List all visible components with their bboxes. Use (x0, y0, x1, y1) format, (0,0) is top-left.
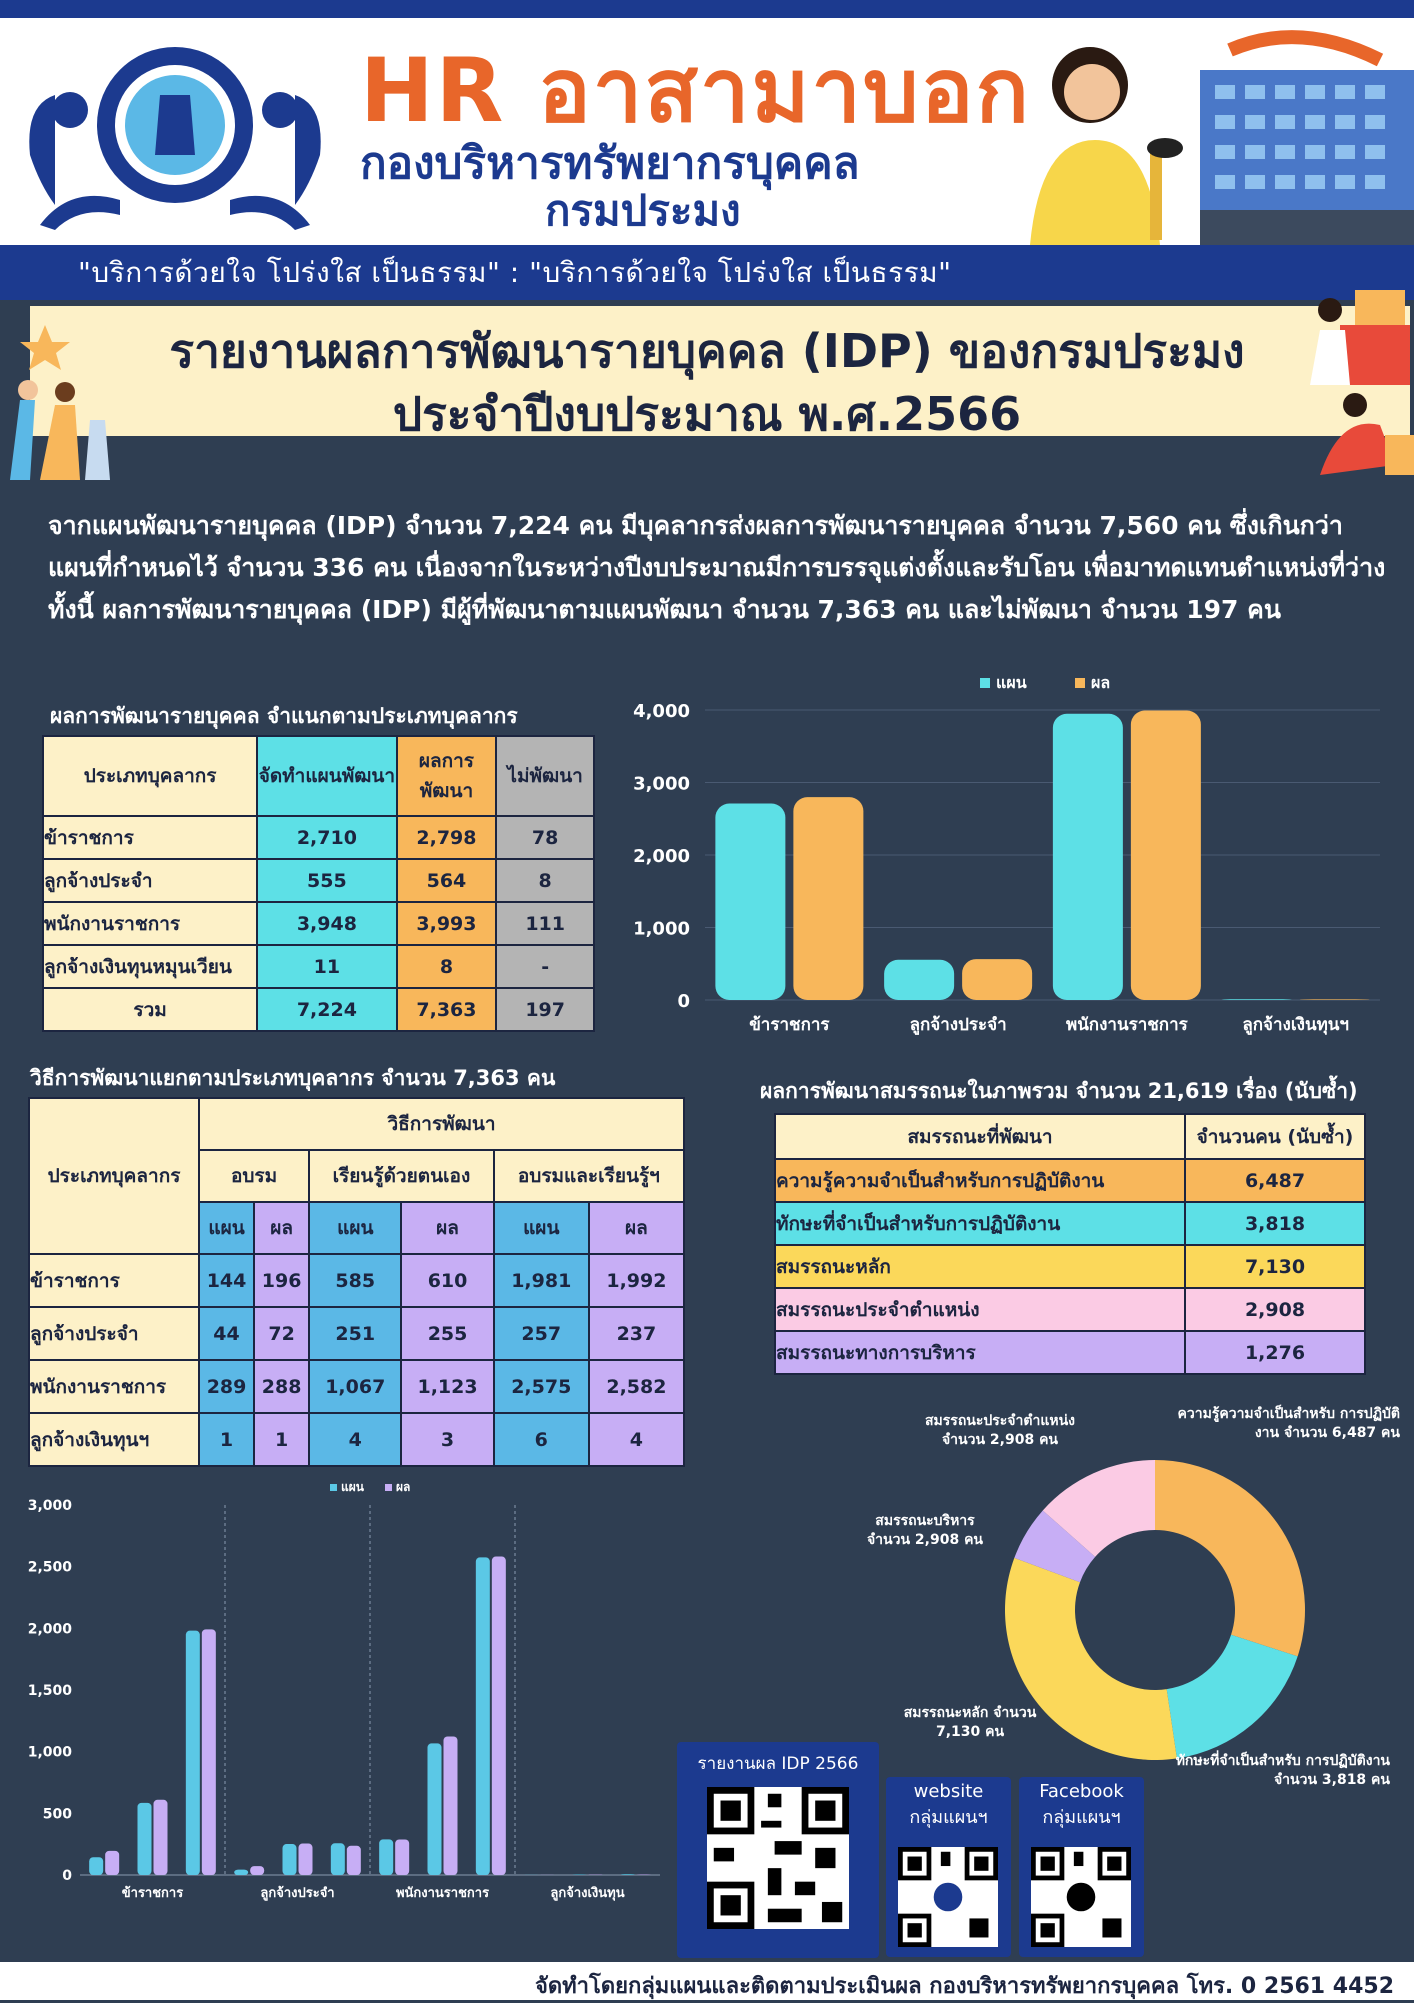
table-row (29, 1307, 684, 1360)
qr-code-icon (898, 1847, 998, 1947)
table-row (29, 1360, 684, 1413)
footer-text: จัดทำโดยกลุ่มแผนและติดตามประเมินผล กองบริหารทรัพยากรบุคคล โทร. 0 2561 4452 (535, 1968, 1394, 2003)
legend-label: แผน (341, 1480, 365, 1494)
table1-cell: 3,948 (257, 902, 396, 945)
intro-paragraph: จากแผนพัฒนารายบุคคล (IDP) จำนวน 7,224 คน มีบุคลากรส่งผลการพัฒนารายบุคคล จำนวน 7,560 คน ซึ่งเกินกว่าแผนที่กำหนดไว้ จำนวน 336 คน เนื่องจากในระหว่างปีงบประมาณมีการบรรจุแต่งตั้งและรับโอน เพื่อมาทดแทนตำแหน่งที่ว่าง ทั้งนี้ ผลการพัฒนารายบุคคล (IDP) มีผู้ที่พัฒนาตามแผนพัฒนา จำนวน 7,363 คน และไม่พัฒนา จำนวน 197 คน (48, 505, 1388, 631)
personnel-result-table (42, 735, 595, 1032)
slogan-bar: "บริการด้วยใจ โปร่งใส เป็นธรรม" : "บริการด้วยใจ โปร่งใส เป็นธรรม" (0, 245, 1414, 300)
table1-cell: 111 (496, 902, 594, 945)
bar-result (1300, 999, 1370, 1000)
y-tick-label: 1,000 (633, 919, 690, 940)
legend-swatch (1075, 678, 1085, 688)
table2-cell: 6 (494, 1413, 589, 1466)
table2-cell: 4 (309, 1413, 401, 1466)
table-row (43, 859, 594, 902)
table3-cell: 3,818 (1185, 1202, 1365, 1245)
table1-cell: - (496, 945, 594, 988)
table2-method: อบรมและเรียนรู้ฯ (494, 1150, 684, 1202)
bar-plan (89, 1857, 103, 1875)
table2-cell: 257 (494, 1307, 589, 1360)
table-row (29, 1413, 684, 1466)
table3-cell: 2,908 (1185, 1288, 1365, 1331)
header-illustration (1000, 30, 1414, 245)
table1-cell: ลูกจ้างเงินทุนหมุนเวียน (43, 945, 257, 988)
table3-cell: สมรรถนะทางการบริหาร (775, 1331, 1185, 1374)
table1-cell: 564 (397, 859, 497, 902)
table3-cell: ความรู้ความจำเป็นสำหรับการปฏิบัติงาน (775, 1159, 1185, 1202)
bar-result (492, 1557, 506, 1875)
table-row (775, 1245, 1365, 1288)
x-tick-label: พนักงานราชการ (396, 1886, 489, 1901)
bar-plan (884, 960, 954, 1000)
table2-sub-result: ผล (254, 1202, 309, 1254)
bar-result (105, 1851, 119, 1875)
qr-website-sublabel: กลุ่มแผนฯ (886, 1802, 1011, 1831)
competency-table (774, 1113, 1366, 1375)
qr-code-icon (707, 1787, 849, 1929)
table1-cell: 11 (257, 945, 396, 988)
table2-method: อบรม (199, 1150, 309, 1202)
bar-result (1131, 711, 1201, 1000)
bar-result (395, 1839, 409, 1875)
header-subtitle-department: กรมประมง (545, 178, 741, 244)
bar-plan (234, 1870, 248, 1875)
table-row (29, 1254, 684, 1307)
table1-cell: รวม (43, 988, 257, 1031)
y-tick-label: 3,000 (633, 774, 690, 795)
table-row (43, 816, 594, 859)
table2-cell: 1 (254, 1413, 309, 1466)
table1-cell: พนักงานราชการ (43, 902, 257, 945)
table1-cell: ข้าราชการ (43, 816, 257, 859)
bar-plan (138, 1803, 152, 1875)
x-tick-label: ลูกจ้างเงินทุนฯ (1242, 1015, 1349, 1036)
x-tick-label: ลูกจ้างประจำ (260, 1885, 334, 1901)
table1-cell: 78 (496, 816, 594, 859)
bar-plan (1222, 999, 1292, 1000)
legend-swatch (385, 1484, 392, 1491)
y-tick-label: 500 (43, 1806, 72, 1822)
y-tick-label: 4,000 (633, 701, 690, 722)
department-logo (10, 35, 340, 245)
bar-result (299, 1844, 313, 1875)
header-title: HR อาสามาบอก (360, 20, 1031, 160)
bar-plan (1053, 714, 1123, 1000)
y-tick-label: 2,000 (28, 1621, 73, 1637)
table2-cell: 585 (309, 1254, 401, 1307)
x-tick-label: ลูกจ้างเงินทุน (550, 1885, 624, 1901)
y-tick-label: 0 (62, 1868, 72, 1884)
table1-header-result: ผลการพัฒนา (397, 736, 497, 816)
bar-plan (428, 1743, 442, 1875)
x-tick-label: พนักงานราชการ (1066, 1015, 1189, 1035)
bar-plan (621, 1874, 635, 1875)
report-title-line1: รายงานผลการพัฒนารายบุคคล (IDP) ของกรมประมง (0, 315, 1414, 388)
bar-result (793, 797, 863, 1000)
table2-header-type: ประเภทบุคลากร (29, 1098, 199, 1254)
table2-cell: 196 (254, 1254, 309, 1307)
table2-cell: 1,123 (401, 1360, 493, 1413)
legend-label: แผน (996, 673, 1027, 692)
table3-cell: 7,130 (1185, 1245, 1365, 1288)
table1-header-not-developed: ไม่พัฒนา (496, 736, 594, 816)
table2-cell: 72 (254, 1307, 309, 1360)
table1-cell: 8 (496, 859, 594, 902)
table3-cell: สมรรถนะประจำตำแหน่ง (775, 1288, 1185, 1331)
donut-label-functional: สมรรถนะประจำตำแหน่ง จำนวน 2,908 คน (910, 1412, 1090, 1450)
qr-code-report[interactable] (707, 1787, 849, 1929)
bar-result (202, 1629, 216, 1875)
header-subtitle-division: กองบริหารทรัพยากรบุคคล (360, 128, 860, 198)
bar-result (962, 959, 1032, 1000)
table2-sub-plan: แผน (199, 1202, 254, 1254)
bar-plan (476, 1557, 490, 1875)
bar-plan (379, 1839, 393, 1875)
personnel-bar-chart (620, 665, 1390, 1045)
table2-cell: พนักงานราชการ (29, 1360, 199, 1413)
qr-code-facebook[interactable] (1031, 1847, 1131, 1947)
bar-plan (186, 1631, 200, 1875)
table1-cell: 555 (257, 859, 396, 902)
table1-cell: 197 (496, 988, 594, 1031)
table2-sub-result: ผล (589, 1202, 684, 1254)
qr-facebook-panel (1019, 1777, 1144, 1957)
bar-result (154, 1800, 168, 1875)
bar-result (347, 1846, 361, 1875)
table2-cell: 251 (309, 1307, 401, 1360)
table2-cell: 4 (589, 1413, 684, 1466)
table1-header-type: ประเภทบุคลากร (43, 736, 257, 816)
table2-cell: 1,981 (494, 1254, 589, 1307)
table3-header-competency: สมรรถนะที่พัฒนา (775, 1114, 1185, 1159)
table3-cell: ทักษะที่จำเป็นสำหรับการปฏิบัติงาน (775, 1202, 1185, 1245)
table-row-total (43, 988, 594, 1031)
table2-cell: 255 (401, 1307, 493, 1360)
x-tick-label: ข้าราชการ (122, 1885, 183, 1901)
table1-cell: 8 (397, 945, 497, 988)
competency-donut-chart (995, 1450, 1315, 1770)
table3-cell: 1,276 (1185, 1331, 1365, 1374)
qr-report-label: รายงานผล IDP 2566 (677, 1750, 879, 1777)
table-row (43, 902, 594, 945)
table2-cell: 288 (254, 1360, 309, 1413)
bar-plan (331, 1843, 345, 1875)
legend-swatch (980, 678, 990, 688)
y-tick-label: 0 (677, 991, 690, 1012)
table2-cell: 1,992 (589, 1254, 684, 1307)
y-tick-label: 1,500 (28, 1683, 73, 1699)
table2-header-methods: วิธีการพัฒนา (199, 1098, 684, 1150)
table1-title: ผลการพัฒนารายบุคคล จำแนกตามประเภทบุคลากร (50, 700, 518, 733)
table1-cell: 2,710 (257, 816, 396, 859)
table-row (43, 945, 594, 988)
table2-cell: 44 (199, 1307, 254, 1360)
table2-cell: 2,582 (589, 1360, 684, 1413)
legend-swatch (330, 1484, 337, 1491)
donut-label-core: สมรรถนะหลัก จำนวน 7,130 คน (900, 1704, 1040, 1742)
table1-cell: 2,798 (397, 816, 497, 859)
donut-slice (1155, 1460, 1305, 1656)
qr-report-panel (677, 1742, 879, 1958)
table2-cell: 289 (199, 1360, 254, 1413)
y-tick-label: 2,000 (633, 846, 690, 867)
table2-cell: 3 (401, 1413, 493, 1466)
table3-title: ผลการพัฒนาสมรรถนะในภาพรวม จำนวน 21,619 เรื่อง (นับซ้ำ) (760, 1075, 1358, 1108)
table2-sub-plan: แผน (494, 1202, 589, 1254)
header-banner (0, 0, 1414, 300)
y-tick-label: 2,500 (28, 1560, 73, 1576)
table1-cell: 7,224 (257, 988, 396, 1031)
table1-header-plan: จัดทำแผนพัฒนา (257, 736, 396, 816)
table2-cell: 237 (589, 1307, 684, 1360)
table1-cell: ลูกจ้างประจำ (43, 859, 257, 902)
table2-cell: 1 (199, 1413, 254, 1466)
qr-facebook-label: Facebook (1019, 1781, 1144, 1802)
header-top-bar (0, 0, 1414, 18)
x-tick-label: ข้าราชการ (749, 1015, 830, 1035)
table1-cell: 3,993 (397, 902, 497, 945)
table3-cell: สมรรถนะหลัก (775, 1245, 1185, 1288)
qr-facebook-sublabel: กลุ่มแผนฯ (1019, 1802, 1144, 1831)
legend-label: ผล (1091, 673, 1110, 692)
table2-sub-plan: แผน (309, 1202, 401, 1254)
report-title-line2: ประจำปีงบประมาณ พ.ศ.2566 (0, 378, 1414, 451)
table2-title: วิธีการพัฒนาแยกตามประเภทบุคลากร จำนวน 7,363 คน (30, 1062, 555, 1095)
donut-slice (1167, 1635, 1298, 1759)
table2-cell: ลูกจ้างประจำ (29, 1307, 199, 1360)
y-tick-label: 1,000 (28, 1745, 73, 1761)
bar-plan (283, 1844, 297, 1875)
table3-cell: 6,487 (1185, 1159, 1365, 1202)
qr-code-icon (1031, 1847, 1131, 1947)
qr-website-label: website (886, 1781, 1011, 1802)
development-method-table (28, 1097, 685, 1467)
x-tick-label: ลูกจ้างประจำ (910, 1015, 1007, 1036)
legend-label: ผล (396, 1480, 410, 1494)
qr-website-panel (886, 1777, 1011, 1957)
table2-cell: 144 (199, 1254, 254, 1307)
table2-cell: 610 (401, 1254, 493, 1307)
table3-header-count: จำนวนคน (นับซ้ำ) (1185, 1114, 1365, 1159)
table2-cell: ข้าราชการ (29, 1254, 199, 1307)
table2-sub-result: ผล (401, 1202, 493, 1254)
table2-cell: ลูกจ้างเงินทุนฯ (29, 1413, 199, 1466)
bar-result (250, 1866, 264, 1875)
table2-method: เรียนรู้ด้วยตนเอง (309, 1150, 494, 1202)
bar-result (444, 1736, 458, 1875)
donut-label-managerial: สมรรถนะบริหาร จำนวน 2,908 คน (855, 1512, 995, 1550)
qr-code-website[interactable] (898, 1847, 998, 1947)
y-tick-label: 3,000 (28, 1498, 73, 1514)
table-row (775, 1288, 1365, 1331)
donut-label-skill: ทักษะที่จำเป็นสำหรับ การปฏิบัติงาน จำนวน 3,818 คน (1150, 1752, 1390, 1790)
table2-cell: 2,575 (494, 1360, 589, 1413)
method-bar-chart (20, 1470, 675, 1910)
table-row (775, 1159, 1365, 1202)
table1-cell: 7,363 (397, 988, 497, 1031)
footer-bar (0, 1962, 1414, 2000)
donut-label-knowledge: ความรู้ความจำเป็นสำหรับ การปฏิบัติงาน จำนวน 6,487 คน (1170, 1405, 1400, 1443)
table-row (775, 1202, 1365, 1245)
table-row (775, 1331, 1365, 1374)
table2-cell: 1,067 (309, 1360, 401, 1413)
bar-plan (715, 804, 785, 1000)
